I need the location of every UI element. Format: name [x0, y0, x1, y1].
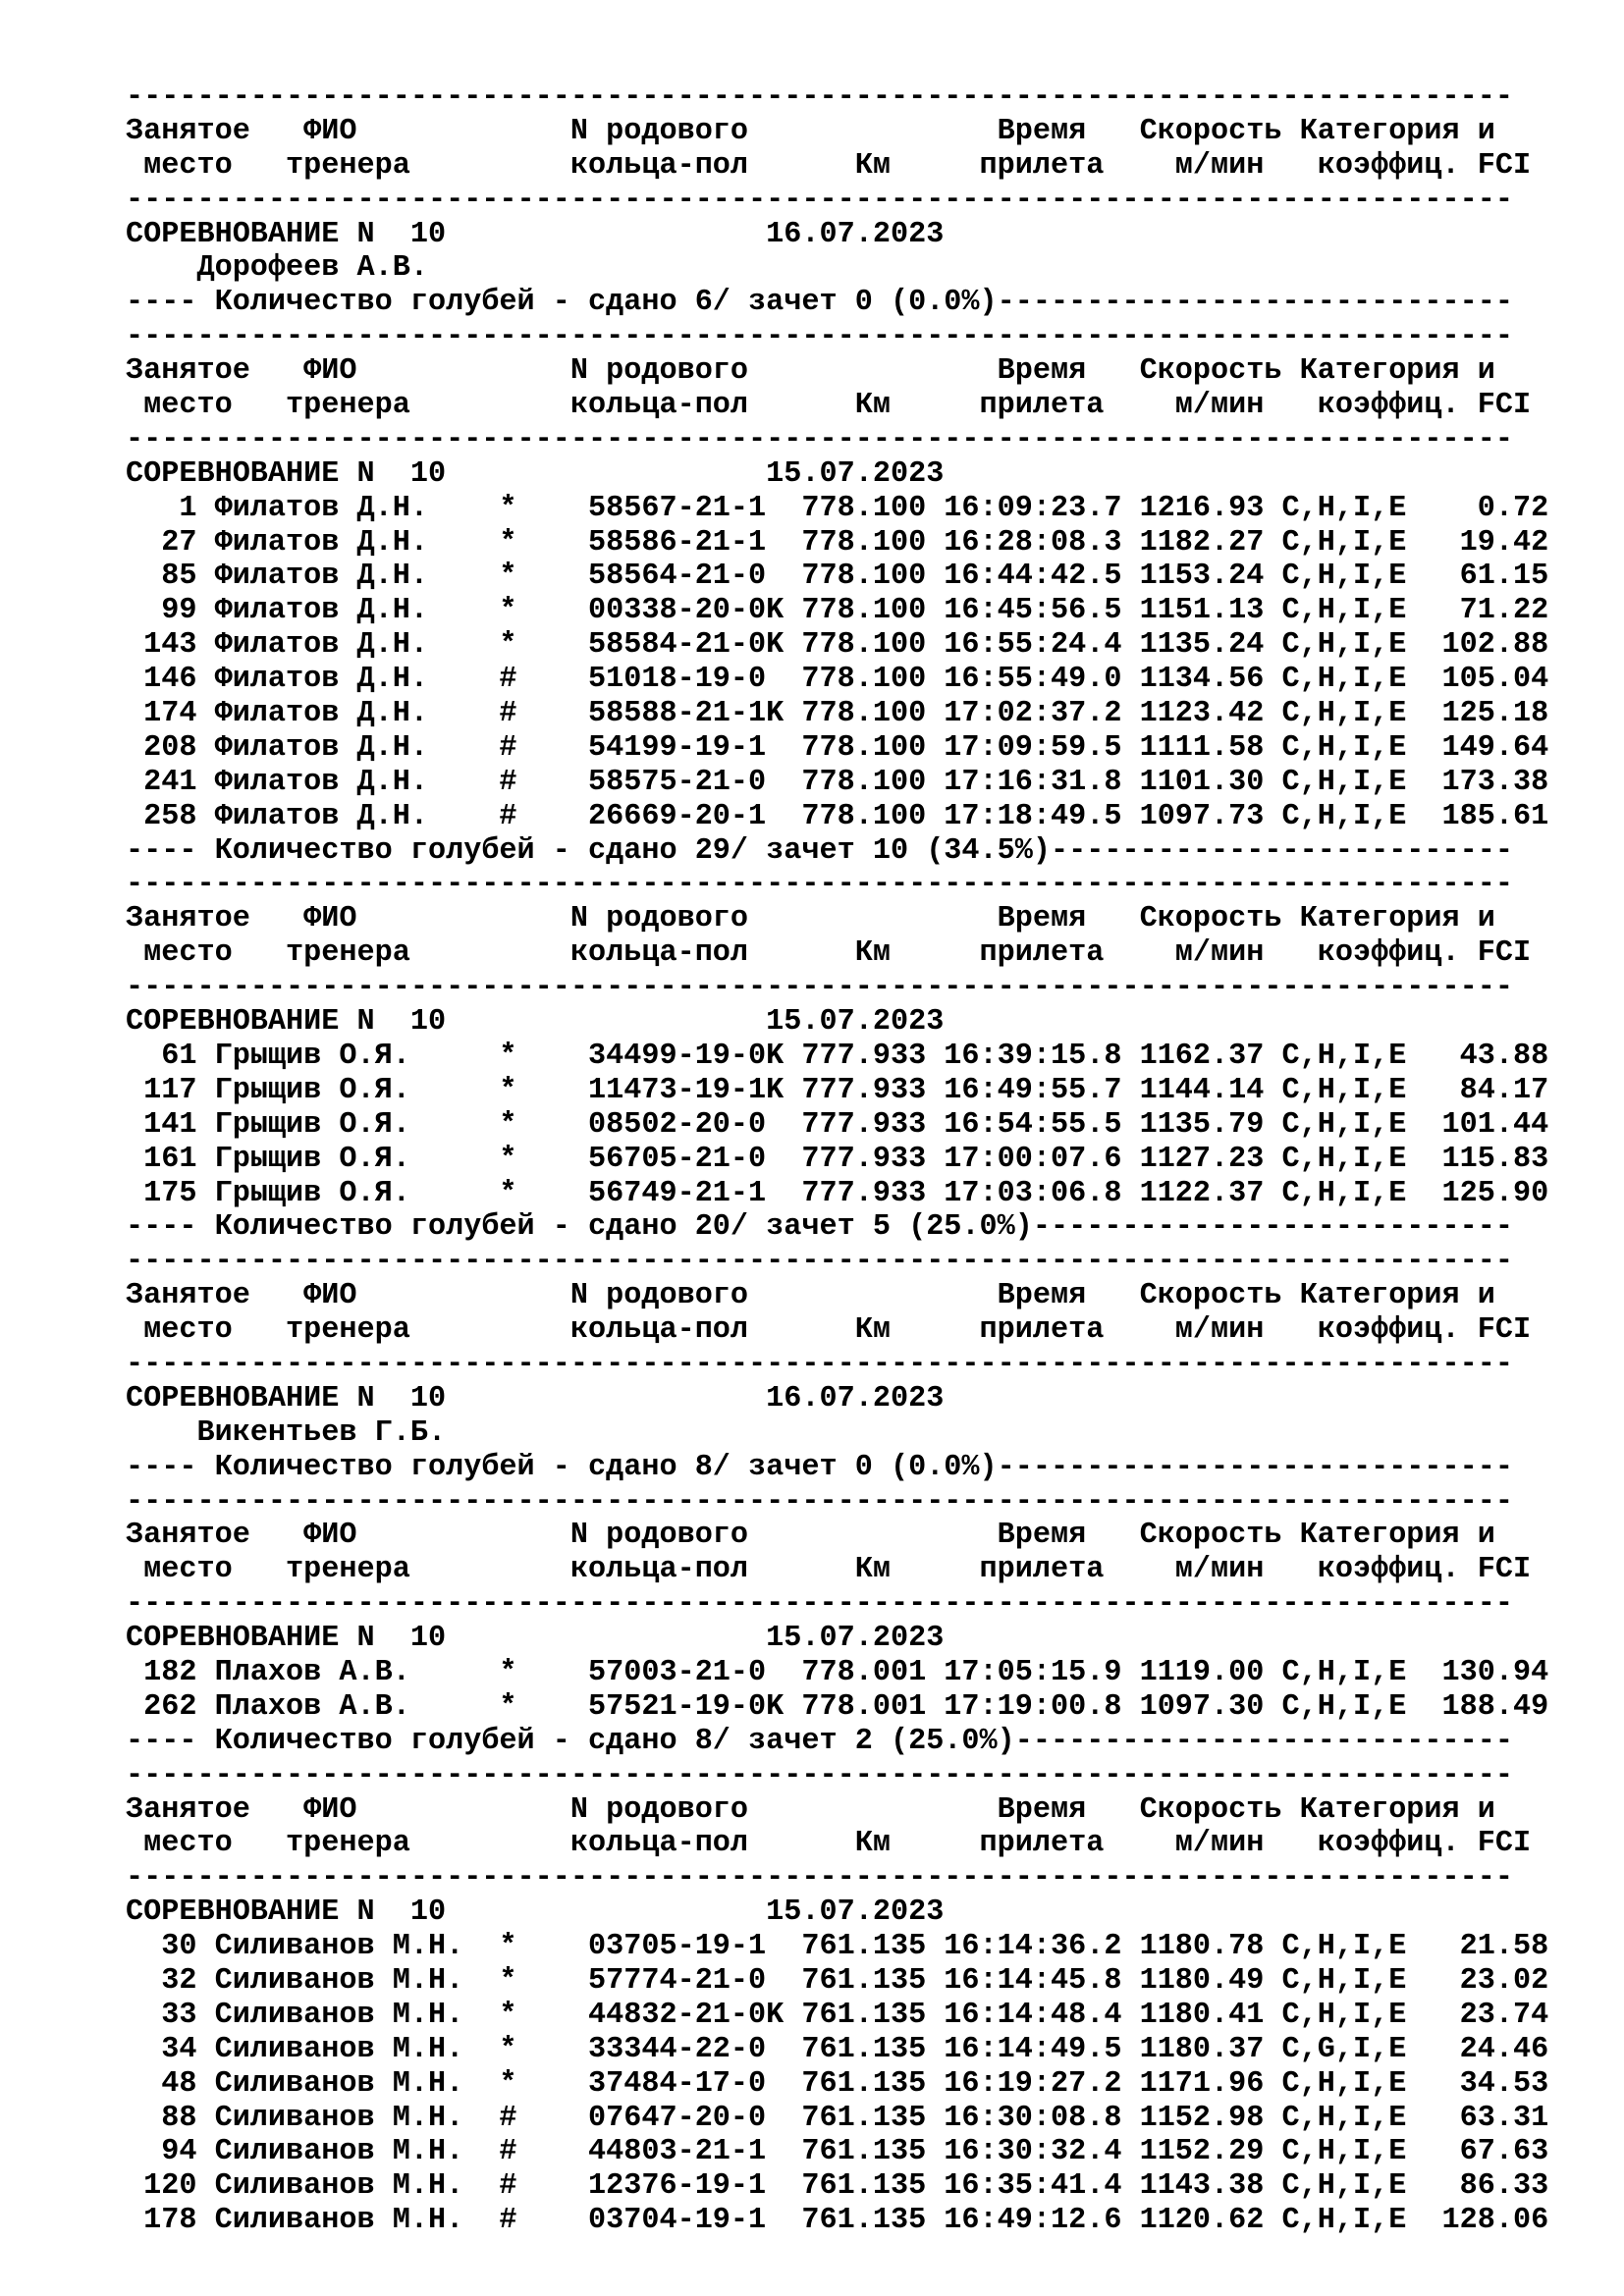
result-row: 117 Грыщив О.Я. * 11473-19-1K 777.933 16:49:55.7 1144.14 C,H,I,E 84.17 [126, 1073, 1549, 1107]
result-row: 182 Плахов А.В. * 57003-21-0 778.001 17:05:15.9 1119.00 C,H,I,E 130.94 [126, 1655, 1549, 1689]
column-header-line-1: Занятое ФИО N родового Время Скорость Категория и [126, 1519, 1495, 1553]
column-header-line-2: место тренера кольца-пол Км прилета м/мин коэффиц. FCI [126, 1827, 1532, 1861]
result-row: 141 Грыщив О.Я. * 08502-20-0 777.933 16:54:55.5 1135.79 C,H,I,E 101.44 [126, 1107, 1549, 1142]
separator-line: ------------------------------------------------------------------------------ [126, 1861, 1514, 1896]
results-printout [126, 80, 1548, 2238]
result-row: 99 Филатов Д.Н. * 00338-20-0K 778.100 16:45:56.5 1151.13 C,H,I,E 71.22 [126, 594, 1549, 628]
result-row: 161 Грыщив О.Я. * 56705-21-0 777.933 17:00:07.6 1127.23 C,H,I,E 115.83 [126, 1142, 1549, 1176]
result-row: 85 Филатов Д.Н. * 58564-21-0 778.100 16:44:42.5 1153.24 C,H,I,E 61.15 [126, 560, 1549, 594]
result-row: 34 Силиванов М.Н. * 33344-22-0 761.135 16:14:49.5 1180.37 C,G,I,E 24.46 [126, 2032, 1549, 2066]
result-row: 32 Силиванов М.Н. * 57774-21-0 761.135 16:14:45.8 1180.49 C,H,I,E 23.02 [126, 1963, 1549, 1998]
result-row: 241 Филатов Д.Н. # 58575-21-0 778.100 17:16:31.8 1101.30 C,H,I,E 173.38 [126, 765, 1549, 799]
result-row: 174 Филатов Д.Н. # 58588-21-1K 778.100 17:02:37.2 1123.42 C,H,I,E 125.18 [126, 697, 1549, 731]
column-header-line-2: место тренера кольца-пол Км прилета м/мин коэффиц. FCI [126, 148, 1532, 183]
result-row: 61 Грыщив О.Я. * 34499-19-0K 777.933 16:39:15.8 1162.37 C,H,I,E 43.88 [126, 1039, 1549, 1073]
competition-line: СОРЕВНОВАНИЕ N 10 16.07.2023 [126, 1381, 945, 1415]
column-header-line-1: Занятое ФИО N родового Время Скорость Категория и [126, 354, 1495, 389]
summary-line: ---- Количество голубей - сдано 29/ зачет 10 (34.5%)-------------------------- [126, 833, 1514, 868]
separator-line: ------------------------------------------------------------------------------ [126, 868, 1514, 902]
result-row: 146 Филатов Д.Н. # 51018-19-0 778.100 16:55:49.0 1134.56 C,H,I,E 105.04 [126, 663, 1549, 697]
competition-line: СОРЕВНОВАНИЕ N 10 16.07.2023 [126, 217, 945, 251]
column-header-line-1: Занятое ФИО N родового Время Скорость Категория и [126, 1279, 1495, 1313]
result-row: 30 Силиванов М.Н. * 03705-19-1 761.135 16:14:36.2 1180.78 C,H,I,E 21.58 [126, 1930, 1549, 1964]
separator-line: ------------------------------------------------------------------------------ [126, 971, 1514, 1005]
summary-line: ---- Количество голубей - сдано 20/ зачет 5 (25.0%)--------------------------- [126, 1210, 1514, 1245]
separator-line: ------------------------------------------------------------------------------ [126, 1245, 1514, 1279]
separator-line: ------------------------------------------------------------------------------ [126, 422, 1514, 456]
competition-line: СОРЕВНОВАНИЕ N 10 15.07.2023 [126, 1622, 945, 1656]
summary-line: ---- Количество голубей - сдано 8/ зачет 2 (25.0%)---------------------------- [126, 1724, 1514, 1758]
result-row: 27 Филатов Д.Н. * 58586-21-1 778.100 16:28:08.3 1182.27 C,H,I,E 19.42 [126, 525, 1549, 560]
result-row: 208 Филатов Д.Н. # 54199-19-1 778.100 17:09:59.5 1111.58 C,H,I,E 149.64 [126, 730, 1549, 765]
column-header-line-1: Занятое ФИО N родового Время Скорость Категория и [126, 1792, 1495, 1827]
competition-line: СОРЕВНОВАНИЕ N 10 15.07.2023 [126, 1005, 945, 1040]
separator-line: ------------------------------------------------------------------------------ [126, 80, 1514, 114]
separator-line: ------------------------------------------------------------------------------ [126, 1758, 1514, 1792]
trainer-line: Викентьев Г.Б. [126, 1415, 447, 1450]
separator-line: ------------------------------------------------------------------------------ [126, 1484, 1514, 1519]
summary-line: ---- Количество голубей - сдано 8/ зачет 0 (0.0%)----------------------------- [126, 1450, 1514, 1484]
column-header-line-2: место тренера кольца-пол Км прилета м/мин коэффиц. FCI [126, 936, 1532, 971]
result-row: 262 Плахов А.В. * 57521-19-0K 778.001 17:19:00.8 1097.30 C,H,I,E 188.49 [126, 1689, 1549, 1724]
result-row: 1 Филатов Д.Н. * 58567-21-1 778.100 16:09:23.7 1216.93 C,H,I,E 0.72 [126, 491, 1549, 525]
result-row: 143 Филатов Д.Н. * 58584-21-0K 778.100 16:55:24.4 1135.24 C,H,I,E 102.88 [126, 628, 1549, 663]
competition-line: СОРЕВНОВАНИЕ N 10 15.07.2023 [126, 456, 945, 491]
result-row: 120 Силиванов М.Н. # 12376-19-1 761.135 16:35:41.4 1143.38 C,H,I,E 86.33 [126, 2169, 1549, 2204]
column-header-line-1: Занятое ФИО N родового Время Скорость Категория и [126, 902, 1495, 936]
result-row: 94 Силиванов М.Н. # 44803-21-1 761.135 16:30:32.4 1152.29 C,H,I,E 67.63 [126, 2135, 1549, 2169]
trainer-line: Дорофеев А.В. [126, 251, 428, 286]
result-row: 258 Филатов Д.Н. # 26669-20-1 778.100 17:18:49.5 1097.73 C,H,I,E 185.61 [126, 799, 1549, 833]
result-row: 33 Силиванов М.Н. * 44832-21-0K 761.135 16:14:48.4 1180.41 C,H,I,E 23.74 [126, 1998, 1549, 2032]
separator-line: ------------------------------------------------------------------------------ [126, 183, 1514, 217]
result-row: 88 Силиванов М.Н. # 07647-20-0 761.135 16:30:08.8 1152.98 C,H,I,E 63.31 [126, 2101, 1549, 2135]
column-header-line-2: место тренера кольца-пол Км прилета м/мин коэффиц. FCI [126, 1553, 1532, 1587]
separator-line: ------------------------------------------------------------------------------ [126, 1587, 1514, 1622]
column-header-line-2: место тренера кольца-пол Км прилета м/мин коэффиц. FCI [126, 1313, 1532, 1348]
column-header-line-1: Занятое ФИО N родового Время Скорость Категория и [126, 114, 1495, 148]
summary-line: ---- Количество голубей - сдано 6/ зачет 0 (0.0%)----------------------------- [126, 286, 1514, 320]
separator-line: ------------------------------------------------------------------------------ [126, 1347, 1514, 1381]
result-row: 175 Грыщив О.Я. * 56749-21-1 777.933 17:03:06.8 1122.37 C,H,I,E 125.90 [126, 1176, 1549, 1210]
result-row: 48 Силиванов М.Н. * 37484-17-0 761.135 16:19:27.2 1171.96 C,H,I,E 34.53 [126, 2066, 1549, 2101]
separator-line: ------------------------------------------------------------------------------ [126, 320, 1514, 354]
column-header-line-2: место тренера кольца-пол Км прилета м/мин коэффиц. FCI [126, 389, 1532, 423]
competition-line: СОРЕВНОВАНИЕ N 10 15.07.2023 [126, 1896, 945, 1930]
result-row: 178 Силиванов М.Н. # 03704-19-1 761.135 16:49:12.6 1120.62 C,H,I,E 128.06 [126, 2204, 1549, 2238]
